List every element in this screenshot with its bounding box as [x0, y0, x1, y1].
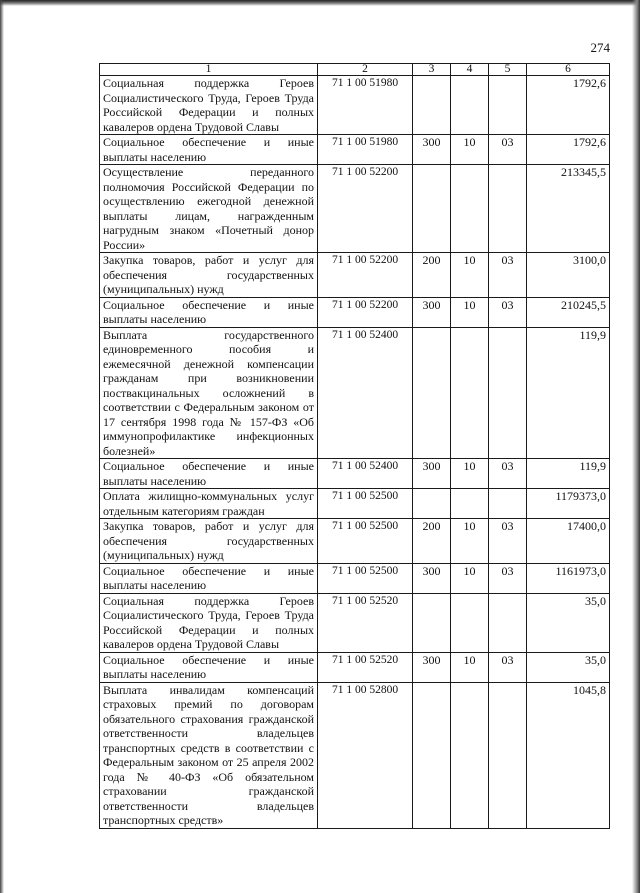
table-row	[100, 682, 610, 828]
row-col3	[413, 489, 451, 519]
row-col3	[413, 682, 451, 828]
row-col5	[489, 165, 527, 253]
row-name: Выплата инвалидам компенсаций страховых премий по договорам обязательного страхования гражданской ответственности владельцев транспортных средств в соответствии с Федеральным законом от 25 апреля 2002 года № 40-ФЗ «Об обязательном страховании гражданской ответственности владельцев транспортных средств»	[100, 682, 318, 828]
row-col4: 10	[451, 297, 489, 327]
table-header-row	[100, 64, 610, 76]
table-row	[100, 297, 610, 327]
row-col3: 300	[413, 297, 451, 327]
row-col4	[451, 489, 489, 519]
row-amount: 1161973,0	[527, 563, 610, 593]
row-code: 71 1 00 52500	[318, 563, 413, 593]
table-row	[100, 652, 610, 682]
table-row	[100, 327, 610, 459]
table-row	[100, 135, 610, 165]
row-col5	[489, 682, 527, 828]
row-amount: 35,0	[527, 593, 610, 652]
row-col4: 10	[451, 563, 489, 593]
row-name: Закупка товаров, работ и услуг для обеспечения государственных (муниципальных) нужд	[100, 519, 318, 564]
row-col3: 300	[413, 135, 451, 165]
row-code: 71 1 00 52200	[318, 165, 413, 253]
row-amount: 1179373,0	[527, 489, 610, 519]
budget-table	[99, 63, 610, 829]
row-col3: 300	[413, 459, 451, 489]
row-name: Осуществление переданного полномочия Российской Федерации по осуществлению ежегодной денежной выплаты лицам, награжденным нагрудным знаком «Почетный донор России»	[100, 165, 318, 253]
table-row	[100, 489, 610, 519]
row-col4: 10	[451, 253, 489, 298]
row-col3: 300	[413, 563, 451, 593]
row-col4	[451, 76, 489, 135]
row-col3: 300	[413, 652, 451, 682]
table-row	[100, 253, 610, 298]
row-name: Социальное обеспечение и иные выплаты населению	[100, 652, 318, 682]
row-code: 71 1 00 51980	[318, 135, 413, 165]
row-name: Социальное обеспечение и иные выплаты населению	[100, 297, 318, 327]
row-name: Социальное обеспечение и иные выплаты населению	[100, 563, 318, 593]
row-name: Выплата государственного единовременного пособия и ежемесячной денежной компенсации гражданам при возникновении поствакцинальных осложнений в соответствии с Федеральным законом от 17 сентября 1998 года № 157-ФЗ «Об иммунопрофилактике инфекционных болезней»	[100, 327, 318, 459]
row-col3	[413, 327, 451, 459]
row-col3	[413, 593, 451, 652]
row-col3	[413, 165, 451, 253]
row-name: Социальная поддержка Героев Социалистического Труда, Героев Труда Российской Федерации и полных кавалеров ордена Трудовой Славы	[100, 593, 318, 652]
row-amount: 35,0	[527, 652, 610, 682]
table-row	[100, 76, 610, 135]
row-col5	[489, 593, 527, 652]
row-col5: 03	[489, 519, 527, 564]
row-code: 71 1 00 52520	[318, 652, 413, 682]
row-name: Социальная поддержка Героев Социалистического Труда, Героев Труда Российской Федерации и полных кавалеров ордена Трудовой Славы	[100, 76, 318, 135]
row-col4	[451, 593, 489, 652]
row-col4: 10	[451, 652, 489, 682]
row-col5: 03	[489, 459, 527, 489]
column-header-5: 5	[489, 64, 527, 76]
row-code: 71 1 00 52400	[318, 459, 413, 489]
row-col5: 03	[489, 652, 527, 682]
row-code: 71 1 00 52200	[318, 253, 413, 298]
column-header-3: 3	[413, 64, 451, 76]
row-col5: 03	[489, 563, 527, 593]
table-row	[100, 563, 610, 593]
table-row	[100, 165, 610, 253]
row-code: 71 1 00 52500	[318, 489, 413, 519]
row-amount: 1045,8	[527, 682, 610, 828]
column-header-6: 6	[527, 64, 610, 76]
row-name: Социальное обеспечение и иные выплаты населению	[100, 135, 318, 165]
row-amount: 119,9	[527, 459, 610, 489]
row-col5	[489, 489, 527, 519]
row-amount: 17400,0	[527, 519, 610, 564]
row-amount: 3100,0	[527, 253, 610, 298]
scan-edge-left	[0, 0, 4, 893]
row-col4	[451, 165, 489, 253]
page-number: 274	[590, 40, 610, 55]
row-code: 71 1 00 52520	[318, 593, 413, 652]
row-col4	[451, 327, 489, 459]
row-amount: 210245,5	[527, 297, 610, 327]
column-header-2: 2	[318, 64, 413, 76]
row-col3: 200	[413, 519, 451, 564]
row-code: 71 1 00 51980	[318, 76, 413, 135]
row-name: Закупка товаров, работ и услуг для обеспечения государственных (муниципальных) нужд	[100, 253, 318, 298]
row-amount: 1792,6	[527, 76, 610, 135]
row-col4: 10	[451, 135, 489, 165]
row-amount: 213345,5	[527, 165, 610, 253]
column-header-4: 4	[451, 64, 489, 76]
row-col4	[451, 682, 489, 828]
scan-edge-right	[632, 0, 640, 893]
row-code: 71 1 00 52500	[318, 519, 413, 564]
row-col5: 03	[489, 297, 527, 327]
row-amount: 119,9	[527, 327, 610, 459]
row-name: Оплата жилищно-коммунальных услуг отдельным категориям граждан	[100, 489, 318, 519]
table-row	[100, 519, 610, 564]
column-header-1: 1	[100, 64, 318, 76]
row-amount: 1792,6	[527, 135, 610, 165]
row-col5: 03	[489, 253, 527, 298]
row-col4: 10	[451, 519, 489, 564]
table-row	[100, 459, 610, 489]
table-row	[100, 593, 610, 652]
row-col4: 10	[451, 459, 489, 489]
scan-edge-top	[0, 0, 640, 6]
row-col3: 200	[413, 253, 451, 298]
row-col3	[413, 76, 451, 135]
row-code: 71 1 00 52800	[318, 682, 413, 828]
row-code: 71 1 00 52400	[318, 327, 413, 459]
row-code: 71 1 00 52200	[318, 297, 413, 327]
row-col5: 03	[489, 135, 527, 165]
row-name: Социальное обеспечение и иные выплаты населению	[100, 459, 318, 489]
row-col5	[489, 327, 527, 459]
row-col5	[489, 76, 527, 135]
